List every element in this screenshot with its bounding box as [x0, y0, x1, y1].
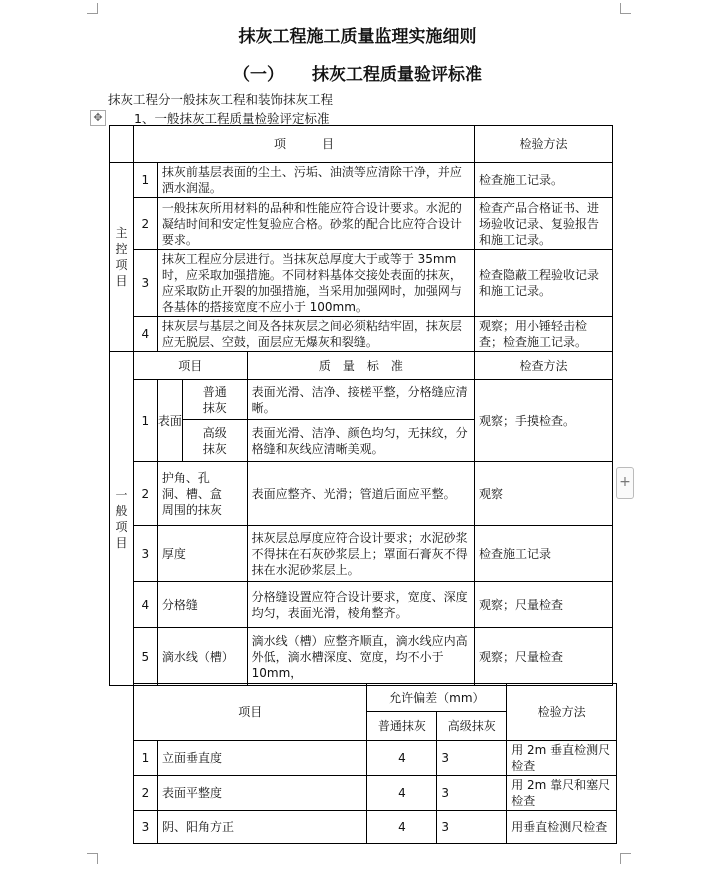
section-number: （一） — [233, 65, 284, 85]
row-method: 观察 — [475, 462, 613, 526]
row-name: 滴水线（槽） — [157, 628, 247, 686]
row-method: 检查施工记录 — [475, 526, 613, 582]
section-title: 抹灰工程质量验评标准 — [312, 65, 482, 85]
sub-item-standard: 表面光滑、洁净、颜色均匀，无抹纹，分格缝和灰线应清晰美观。 — [247, 420, 474, 462]
tolerance-header-allow: 允许偏差（mm） — [367, 684, 507, 712]
row-normal: 4 — [367, 776, 437, 811]
row-no: 4 — [133, 317, 157, 352]
general-header-method: 检查方法 — [475, 352, 613, 380]
row-high: 3 — [437, 811, 507, 844]
intro-text: 抹灰工程分一般抹灰工程和装饰抹灰工程 — [108, 92, 334, 107]
row-no: 1 — [133, 380, 157, 462]
row-normal: 4 — [367, 811, 437, 844]
sub-item-standard: 表面光滑、洁净、接槎平整，分格缝应清晰。 — [247, 380, 474, 420]
row-method: 检查产品合格证书、进场验收记录、复验报告和施工记录。 — [475, 198, 613, 250]
group-general: 一般项目 — [110, 352, 134, 686]
header-item: 项 目 — [133, 126, 474, 163]
row-standard: 分格缝设置应符合设计要求，宽度、深度均匀，表面光滑，棱角整齐。 — [247, 582, 474, 628]
row-requirement: 抹灰层与基层之间及各抹灰层之间必须粘结牢固，抹灰层应无脱层、空鼓，面层应无爆灰和裂缝。 — [157, 317, 474, 352]
row-standard: 表面应整齐、光滑；管道后面应平整。 — [247, 462, 474, 526]
row-name: 分格缝 — [157, 582, 247, 628]
section-heading — [0, 60, 715, 85]
section-1-heading: 1、一般抹灰工程质量检验评定标准 — [134, 111, 330, 126]
row-high: 3 — [437, 776, 507, 811]
tolerance-table — [133, 683, 617, 844]
table-move-icon[interactable]: ✥ — [90, 110, 106, 126]
row-method: 观察；用小锤轻击检查；检查施工记录。 — [475, 317, 613, 352]
row-method: 用 2m 靠尺和塞尺检查 — [507, 776, 617, 811]
quality-standards-table — [109, 125, 613, 686]
empty-cell — [110, 126, 134, 163]
row-no: 1 — [133, 163, 157, 198]
row-method: 检查隐蔽工程验收记录和施工记录。 — [475, 250, 613, 317]
row-no: 4 — [133, 582, 157, 628]
row-method: 观察；尺量检查 — [475, 582, 613, 628]
row-high: 3 — [437, 741, 507, 776]
row-standard: 滴水线（槽）应整齐顺直，滴水线应内高外低，滴水槽深度、宽度，均不小于 10mm， — [247, 628, 474, 686]
row-method: 用垂直检测尺检查 — [507, 811, 617, 844]
document-title: 抹灰工程施工质量监理实施细则 — [238, 27, 477, 47]
row-requirement: 抹灰工程应分层进行。当抹灰总厚度大于或等于 35mm 时，应采取加强措施。不同材料基体交接处表面的抹灰，应采取防止开裂的加强措施，当采用加强网时，加强网与各基体的搭接宽度不应小于 100mm。 — [157, 250, 474, 317]
row-no: 5 — [133, 628, 157, 686]
row-method: 观察；手摸检查。 — [475, 380, 613, 462]
row-name: 厚度 — [157, 526, 247, 582]
row-no: 3 — [133, 526, 157, 582]
row-no: 2 — [133, 198, 157, 250]
row-name: 立面垂直度 — [157, 741, 366, 776]
row-name: 护角、孔洞、槽、盒周围的抹灰 — [157, 462, 247, 526]
tolerance-header-high: 高级抹灰 — [437, 712, 507, 741]
header-method: 检验方法 — [475, 126, 613, 163]
add-column-icon[interactable]: + — [616, 467, 634, 499]
row-name: 表面平整度 — [157, 776, 366, 811]
row-no: 2 — [133, 462, 157, 526]
row-requirement: 抹灰前基层表面的尘土、污垢、油渍等应清除干净，并应洒水润湿。 — [157, 163, 474, 198]
tolerance-header-method: 检验方法 — [507, 684, 617, 741]
row-method: 用 2m 垂直检测尺检查 — [507, 741, 617, 776]
crop-mark-bottom-left — [87, 853, 98, 864]
crop-mark-top-right — [620, 3, 631, 14]
row-name: 阴、阳角方正 — [157, 811, 366, 844]
crop-mark-bottom-right — [620, 853, 631, 864]
sub-item-name: 高级抹灰 — [182, 420, 247, 462]
sub-item-name: 普通抹灰 — [182, 380, 247, 420]
row-no: 2 — [134, 776, 158, 811]
row-standard: 抹灰层总厚度应符合设计要求；水泥砂浆不得抹在石灰砂浆层上；罩面石膏灰不得抹在水泥砂浆层上。 — [247, 526, 474, 582]
surface-label: 表面 — [157, 380, 182, 462]
tolerance-header-normal: 普通抹灰 — [367, 712, 437, 741]
general-header-standard: 质 量 标 准 — [247, 352, 474, 380]
row-requirement: 一般抹灰所用材料的品种和性能应符合设计要求。水泥的凝结时间和安定性复验应合格。砂浆的配合比应符合设计要求。 — [157, 198, 474, 250]
group-main-control: 主控项目 — [110, 163, 134, 352]
row-no: 3 — [133, 250, 157, 317]
row-method: 观察；尺量检查 — [475, 628, 613, 686]
row-method: 检查施工记录。 — [475, 163, 613, 198]
row-no: 1 — [134, 741, 158, 776]
row-no: 3 — [134, 811, 158, 844]
row-normal: 4 — [367, 741, 437, 776]
tolerance-header-item: 项目 — [134, 684, 367, 741]
crop-mark-top-left — [87, 3, 98, 14]
general-header-item: 项目 — [133, 352, 247, 380]
